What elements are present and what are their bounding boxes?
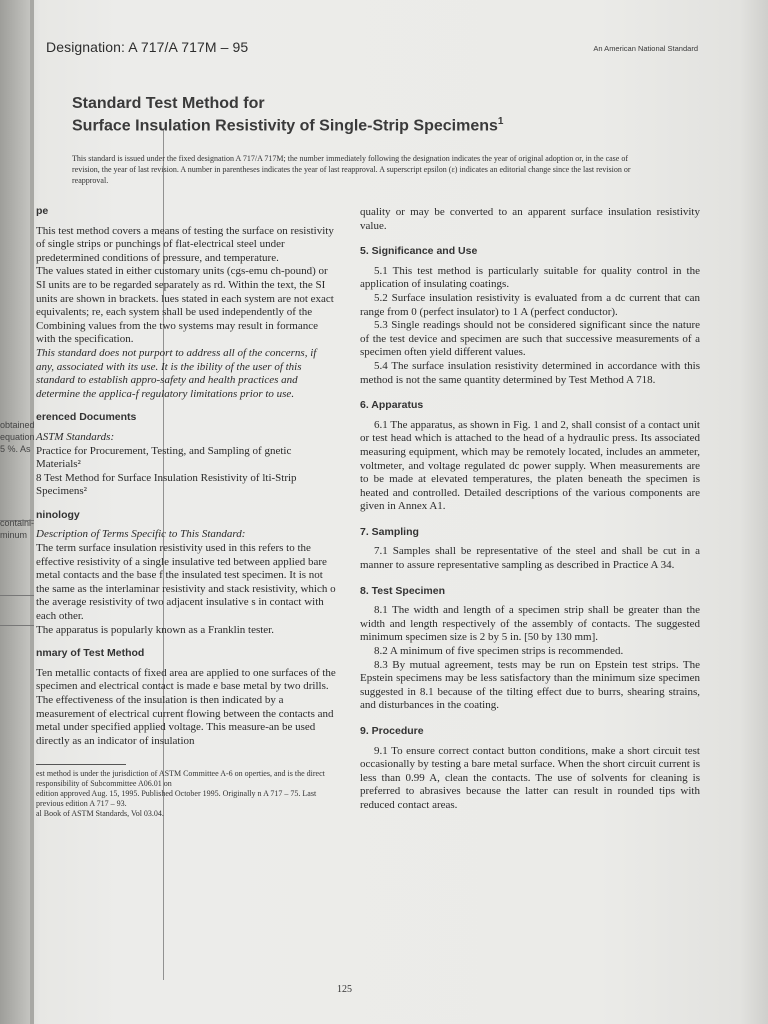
margin-note: equation — [0, 432, 35, 442]
summary-heading: nmary of Test Method — [36, 647, 145, 660]
page-number: 125 — [337, 984, 352, 995]
scope-para-2: The values stated in either customary units (cgs-emu ch-pound) or SI units are to be regarded separately as rd. Within the text, the SI units are shown in brackets. lues stated in each system are not exact equivalents; re, each system shall be used independently of the Combining values from the two systems may result in formance with the specification. — [36, 265, 334, 346]
footnote-rule — [36, 764, 126, 765]
para-continued: quality or may be converted to an apparent surface insulation resistivity value. — [360, 206, 700, 232]
terminology-heading: ninology — [36, 508, 80, 521]
section-6-heading: 6. Apparatus — [360, 399, 424, 412]
referenced-docs-heading: erenced Documents — [36, 411, 137, 424]
para-5-4: 5.4 The surface insulation resistivity determined in accordance with this method is not the same quantity determined by Test Method A 718. — [360, 359, 700, 386]
margin-note: containi- — [0, 518, 35, 528]
margin-note: minum — [0, 530, 28, 540]
scope-para-1: This test method covers a means of testing the surface on resistivity of single strips or punchings of flat-electrical steel under predetermined conditions of pressure, and temperature. — [36, 224, 334, 264]
scope-para-3: This standard does not purport to address all of the concerns, if any, associated with its use. It is the ibility of the user of this standard to establish appro-safety and health practices and determine the applica-f regulatory limitations prior to use. — [36, 346, 317, 400]
para-5-1: 5.1 This test method is particularly suitable for quality control in the application of insulating coatings. — [360, 264, 700, 291]
margin-note: obtained — [0, 420, 35, 430]
para-6-1: 6.1 The apparatus, as shown in Fig. 1 and 2, shall consist of a contact unit or test head which is attached to the head of a hydraulic press. Its associated measuring equipment, which may be remotely located, includes an ammeter, voltmeter, and voltage regulated dc power supply. When measurements are to be made at elevated temperatures, the platen beneath the specimen is heated and controlled. Detailed descriptions of the various components are given in Annex A1. — [360, 418, 700, 513]
title-text: Surface Insulation Resistivity of Single-Strip Specimens — [72, 117, 498, 135]
footnote-1: est method is under the jurisdiction of ASTM Committee A-6 on operties, and is the direct responsibility of Subcommittee A06.01 on — [36, 769, 325, 789]
summary-para: Ten metallic contacts of fixed area are applied to one surfaces of the specimen and electrical contact is made e base metal by two drills. The effectiveness of the insulation is then indicated by a measurement of electrical current flowing between the contacts and metal under specified applied voltage. This measure-an be used directly as an indicator of insulation — [36, 666, 336, 747]
section-8-heading: 8. Test Specimen — [360, 584, 446, 597]
title-footnote-mark: 1 — [497, 116, 504, 127]
title-line-1: Standard Test Method for — [72, 95, 265, 112]
margin-note: 5 %. As — [0, 444, 31, 454]
section-5-heading: 5. Significance and Use — [360, 245, 478, 258]
footnote-2: edition approved Aug. 15, 1995. Published October 1995. Originally n A 717 – 75. Last previous edition A 717 – 93. — [36, 789, 317, 809]
margin-line — [0, 625, 34, 626]
ref-line-2: Practice for Procurement, Testing, and Sampling of gnetic Materials² — [36, 444, 292, 471]
title-line-2 — [72, 116, 503, 135]
para-8-3: 8.3 By mutual agreement, tests may be run on Epstein test strips. The Epstein specimens may be less satisfactory than the minimum size specimen suggested in 8.1 because of the tilting effect due to burrs, shearing strains, and disturbances in the coating. — [360, 658, 700, 712]
section-7-heading: 7. Sampling — [360, 525, 419, 538]
section-9-heading: 9. Procedure — [360, 725, 424, 737]
para-7-1: 7.1 Samples shall be representative of the steel and shall be cut in a manner to assure representative sampling as described in Practice A 34. — [360, 545, 700, 572]
binding-edge — [0, 0, 30, 1024]
term-para-2: The term surface insulation resistivity used in this refers to the effective resistivity of a single insulative ted between applied bare metal contacts and the base f the insulated test specimen. It is not the same as the interlaminar resistivity and stack resistivity, which o the average resistivity of two adjacent insulative s in contact with each other. — [36, 542, 336, 623]
para-9-1: 9.1 To ensure correct contact button conditions, make a short circuit test occasionally by testing a bare metal surface. When the short circuit current is less than 0.99 A, clean the contacts. The use of solvents for cleaning is preferred to abrasives because the latter can result in rounded tips with reduced contact areas. — [360, 744, 700, 811]
para-8-2: 8.2 A minimum of five specimen strips is recommended. — [374, 645, 624, 658]
right-column — [360, 206, 700, 813]
scope-heading: pe — [36, 205, 49, 217]
para-5-2: 5.2 Surface insulation resistivity is evaluated from a dc current that can range from 0 (perfect insulator) to 1 A (perfect conductor). — [360, 291, 700, 318]
standard-label: An American National Standard — [593, 44, 698, 53]
para-5-3: 5.3 Single readings should not be considered significant since the nature of the test device and specimen are such that successive measurements of a specimen often yield different values. — [360, 319, 700, 359]
binding-shadow — [30, 0, 34, 1024]
footnote-3: al Book of ASTM Standards, Vol 03.04. — [36, 809, 164, 819]
issuance-note: This standard is issued under the fixed designation A 717/A 717M; the number immediately following the designation indicates the year of original adoption or, in the case of revision, the year of last revision. A number in parentheses indicates the year of last reapproval. A superscript epsilon (ε) indicates an editorial change since the last revision or reapproval. — [72, 154, 631, 185]
left-column — [36, 205, 336, 819]
ref-line-3: 8 Test Method for Surface Insulation Resistivity of lti-Strip Specimens² — [36, 471, 297, 498]
margin-line — [0, 595, 34, 596]
ref-line-1: ASTM Standards: — [36, 430, 115, 443]
designation: Designation: A 717/A 717M – 95 — [46, 39, 249, 55]
term-line-1: Description of Terms Specific to This Standard: — [36, 528, 246, 541]
term-para-3: The apparatus is popularly known as a Franklin tester. — [36, 623, 274, 636]
para-8-1: 8.1 The width and length of a specimen strip shall be greater than the width and length respectively of the assembly of contacts. The suggested minimum specimen size is 2 by 5 in. [50 by 130 mm]. — [360, 604, 700, 644]
